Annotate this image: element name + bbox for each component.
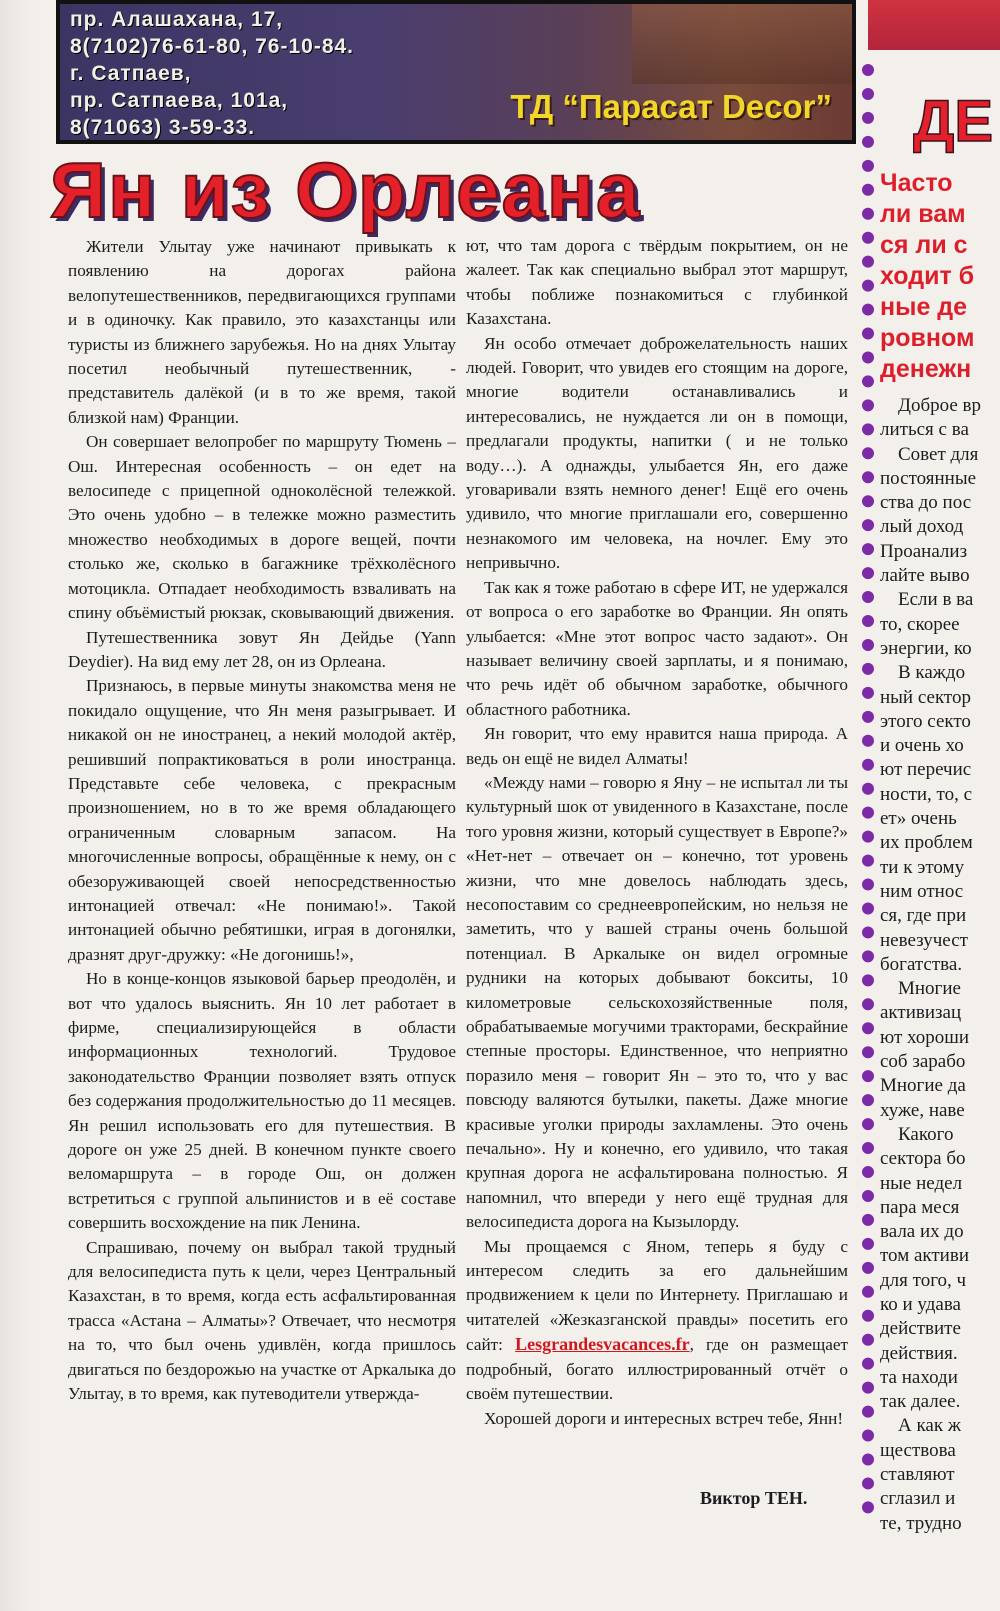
lead-line: ходит б bbox=[880, 262, 975, 290]
body-line: вала их до bbox=[880, 1221, 964, 1243]
body-line: для того, ч bbox=[880, 1269, 967, 1291]
paragraph: Жители Улытау уже начинают привыкать к появлению на дорогах района велопутешественников, передвигающихся группами и в одиночку. Как правило, это казахстанцы или туристы из ближнего зарубежья. Но на днях Улытау посетил необычный путешественник, - представитель далёкой (и в то же время, такой близкой нам) Франции. bbox=[68, 237, 456, 427]
ad-line: г. Сатпаев, bbox=[70, 62, 192, 85]
body-line: невезучест bbox=[880, 929, 968, 951]
body-line: активизац bbox=[880, 1002, 962, 1024]
body-line: пара меся bbox=[880, 1196, 960, 1218]
body-line: А как ж bbox=[898, 1415, 961, 1437]
body-line: Если в ва bbox=[898, 589, 974, 611]
body-line: лайте выво bbox=[880, 565, 970, 587]
body-line: ставляют bbox=[880, 1464, 955, 1486]
lead-line: ные де bbox=[880, 293, 968, 321]
page-edge bbox=[0, 0, 36, 1611]
closing-line: Хорошей дороги и интересных встреч тебе, Янн! bbox=[484, 1408, 844, 1428]
body-line: ный сектор bbox=[880, 686, 971, 708]
body-line: ся, где при bbox=[880, 905, 967, 927]
paragraph: Ян говорит, что ему нравится наша природа. А ведь он ещё не видел Алматы! bbox=[466, 724, 848, 768]
body-line: ществова bbox=[880, 1439, 956, 1461]
article-title: Ян из Орлеана bbox=[50, 146, 642, 234]
body-line: так далее. bbox=[880, 1391, 961, 1413]
body-line: то, скорее bbox=[880, 613, 960, 635]
body-line: и очень хо bbox=[880, 735, 964, 757]
ad-brand: ТД “Парасат Decor” bbox=[510, 88, 832, 125]
ad-photo bbox=[632, 4, 852, 84]
body-line: богатства. bbox=[880, 953, 963, 975]
paragraph-text: Мы прощаемся с Яном, теперь я буду с интересом следить за его дальнейшим продвижением к цели по Интернету. Приглашаю и читателей «Жезказганской правды» посетить его сайт: bbox=[466, 1236, 848, 1355]
body-line: лый доход bbox=[880, 516, 964, 538]
ad-line: 8(7102)76-61-80, 76-10-84. bbox=[70, 35, 355, 58]
neighbor-ad-fragment bbox=[868, 0, 1000, 50]
body-line: сглазил и bbox=[880, 1488, 956, 1510]
paragraph: Путешественника зовут Ян Дейдье (Yann Deydier). На вид ему лет 28, он из Орлеана. bbox=[68, 627, 456, 671]
body-line: ют хороши bbox=[880, 1026, 970, 1048]
ad-line: пр. Сатпаева, 101а, bbox=[70, 89, 289, 112]
paragraph: Признаюсь, в первые минуты знакомства меня не покидало ощущение, что Ян меня разыгрывает. И никакой он не иностранец, а некий молодой актёр, решивший попрактиковаться в роли иностранца. Представьте себе человека, с прекрасным произношением, но в то же время обладающего ограниченным словарным запасом. На многочисленные вопросы, обращённые к нему, он с обезоруживающей своей непосредственностью интонацией отвечал: «Не понимаю!». Такой интонацией обычно ребятишки, играя в догонялки, дразнят друг-дружку: «Не догонишь!», bbox=[68, 676, 456, 964]
body-line: хуже, наве bbox=[880, 1099, 965, 1121]
body-line: ные недел bbox=[880, 1172, 963, 1194]
paragraph: ют, что там дорога с твёрдым покрытием, он не жалеет. Так как специально выбрал этот маршрут, чтобы поближе познакомиться с глубинкой Казахстана. bbox=[466, 236, 848, 329]
paragraph: Так как я тоже работаю в сфере ИТ, не удержался от вопроса о его заработке во Франции. Ян опять улыбается: «Мне этот вопрос часто задают». Он называет величину своей зарплаты, и я понимаю, что речь идёт об обычном заработке, обычного областного работника. bbox=[466, 577, 848, 719]
lead-line: денежн bbox=[880, 355, 972, 383]
body-line: Проанализ bbox=[880, 540, 968, 562]
lead-line: ли вам bbox=[880, 200, 966, 228]
body-line: Совет для bbox=[898, 443, 979, 465]
article-column-1 bbox=[68, 235, 456, 1407]
ad-line: пр. Алашахана, 17, bbox=[70, 8, 284, 31]
body-line: ют перечис bbox=[880, 759, 972, 781]
body-line: ности, то, с bbox=[880, 783, 973, 805]
body-line: ства до пос bbox=[880, 492, 972, 514]
body-line: соб зарабо bbox=[880, 1051, 966, 1073]
body-line: действите bbox=[880, 1318, 961, 1340]
lead-line: Часто bbox=[880, 169, 953, 197]
ad-line: 8(71063) 3-59-33. bbox=[70, 116, 256, 139]
body-line: Многие да bbox=[880, 1075, 966, 1097]
paragraph: Спрашиваю, почему он выбрал такой трудный для велосипедиста путь к цели, через Центральный Казахстан, в то время, когда есть асфальтированная трасса «Астана – Алматы»? Отвечает, что несмотря на то, что был очень удивлён, когда пришлось двигаться по бездорожью на участке от Аркалыка до Улытау, в то время, как путеводители утвержда- bbox=[68, 1237, 456, 1404]
body-line: ним относ bbox=[880, 880, 964, 902]
body-line: ет» очень bbox=[880, 808, 957, 830]
paragraph-text: , где он размещает подробный, богато иллюстрированный отчёт о своём путешествии. bbox=[466, 1335, 848, 1404]
body-line: ко и удава bbox=[880, 1293, 961, 1315]
body-line: постоянные bbox=[880, 467, 977, 489]
body-line: том активи bbox=[880, 1245, 969, 1267]
body-line: Какого bbox=[898, 1123, 954, 1145]
body-line: ти к этому bbox=[880, 856, 965, 878]
body-line: та находи bbox=[880, 1366, 958, 1388]
ad-banner bbox=[56, 0, 856, 144]
lead-line: ся ли с bbox=[880, 231, 968, 259]
article-column-2 bbox=[466, 234, 848, 1431]
body-line: Многие bbox=[898, 978, 961, 1000]
neighbor-article-title: ДЕ bbox=[913, 89, 994, 154]
website-link[interactable]: Lesgrandesvacances.fr bbox=[515, 1334, 690, 1355]
paragraph: Ян особо отмечает доброжелательность наших людей. Говорит, что увидев его стоящим на дороге, многие водители останавливались и интересовались, не нуждается ли он в помощи, предлагали продукты, напитки ( и не только воду…). А однажды, улыбается Ян, его даже уговаривали взять немного денег! Ещё его очень удивило, что многие приглашали его, совершенно незнакомого им человека, на ночлег. Ему это непривычно. bbox=[466, 333, 848, 573]
body-line: литься с ва bbox=[880, 419, 969, 441]
body-line: энергии, ко bbox=[880, 637, 972, 659]
paragraph: Но в конце-концов языковой барьер преодолён, и вот что удалось выяснить. Ян 10 лет работает в фирме, специализирующейся в области информационных технологий. Трудовое законодательство Франции позволяет взять отпуск без содержания продолжительностью до 11 месяцев. Ян решил использовать его для путешествия. В дороге он уже 25 дней. В конечном пункте своего веломаршрута – в городе Ош, он должен встретиться с группой альпинистов и в её составе совершить восхождение на пик Ленина. bbox=[68, 969, 456, 1233]
neighbor-article-lead bbox=[880, 168, 1000, 385]
body-line: действия. bbox=[880, 1342, 958, 1364]
body-line: Доброе вр bbox=[898, 395, 982, 416]
neighbor-article-body bbox=[880, 394, 1000, 1536]
lead-line: ровном bbox=[880, 324, 975, 352]
body-line: сектора бо bbox=[880, 1148, 966, 1170]
body-line: их проблем bbox=[880, 832, 973, 854]
author-byline: Виктор ТЕН. bbox=[700, 1488, 808, 1508]
paragraph bbox=[466, 1235, 848, 1407]
body-line: В каждо bbox=[898, 662, 966, 684]
body-line: этого секто bbox=[880, 710, 971, 732]
paragraph: «Между нами – говорю я Яну – не испытал ли ты культурный шок от увиденного в Казахстане, после того уровня жизни, который существует в Европе?» «Нет-нет – отвечает он – конечно, тот уровень жизни, что мне довелось наблюдать здесь, несопоставим со среднеевропейским, но нельзя не заметить, что у вашей страны очень большой потенциал. В Аркалыке он видел огромные рудники на которых добывают бокситы, 10 километровые сельскохозяйственные поля, обрабатываемые могучими тракторами, бескрайние степные просторы. Единственное, что неприятно поразило меня – говорит Ян – это то, что у вас повсюду валяются бутылки, пакеты. Даже многие красивые уголки природы захламлены. Это очень печально». Ну и конечно, его удивило, что такая крупная дорога не асфальтирована полностью. Я напомнил, что впереди у него ещё трудная для велосипедиста дорога на Кызылорду. bbox=[466, 772, 848, 1232]
body-line: те, трудно bbox=[880, 1512, 962, 1534]
paragraph: Он совершает велопробег по маршруту Тюмень – Ош. Интересная особенность – он едет на велосипеде с прицепной одноколёсной тележкой. Это очень удобно – в тележке можно разместить множество необходимых в дороге вещей, почти столько же, сколько в багажнике трёхколёсного мотоцикла. Отпадает необходимость взваливать на спину объёмистый рюкзак, сковывающий движения. bbox=[68, 432, 456, 623]
